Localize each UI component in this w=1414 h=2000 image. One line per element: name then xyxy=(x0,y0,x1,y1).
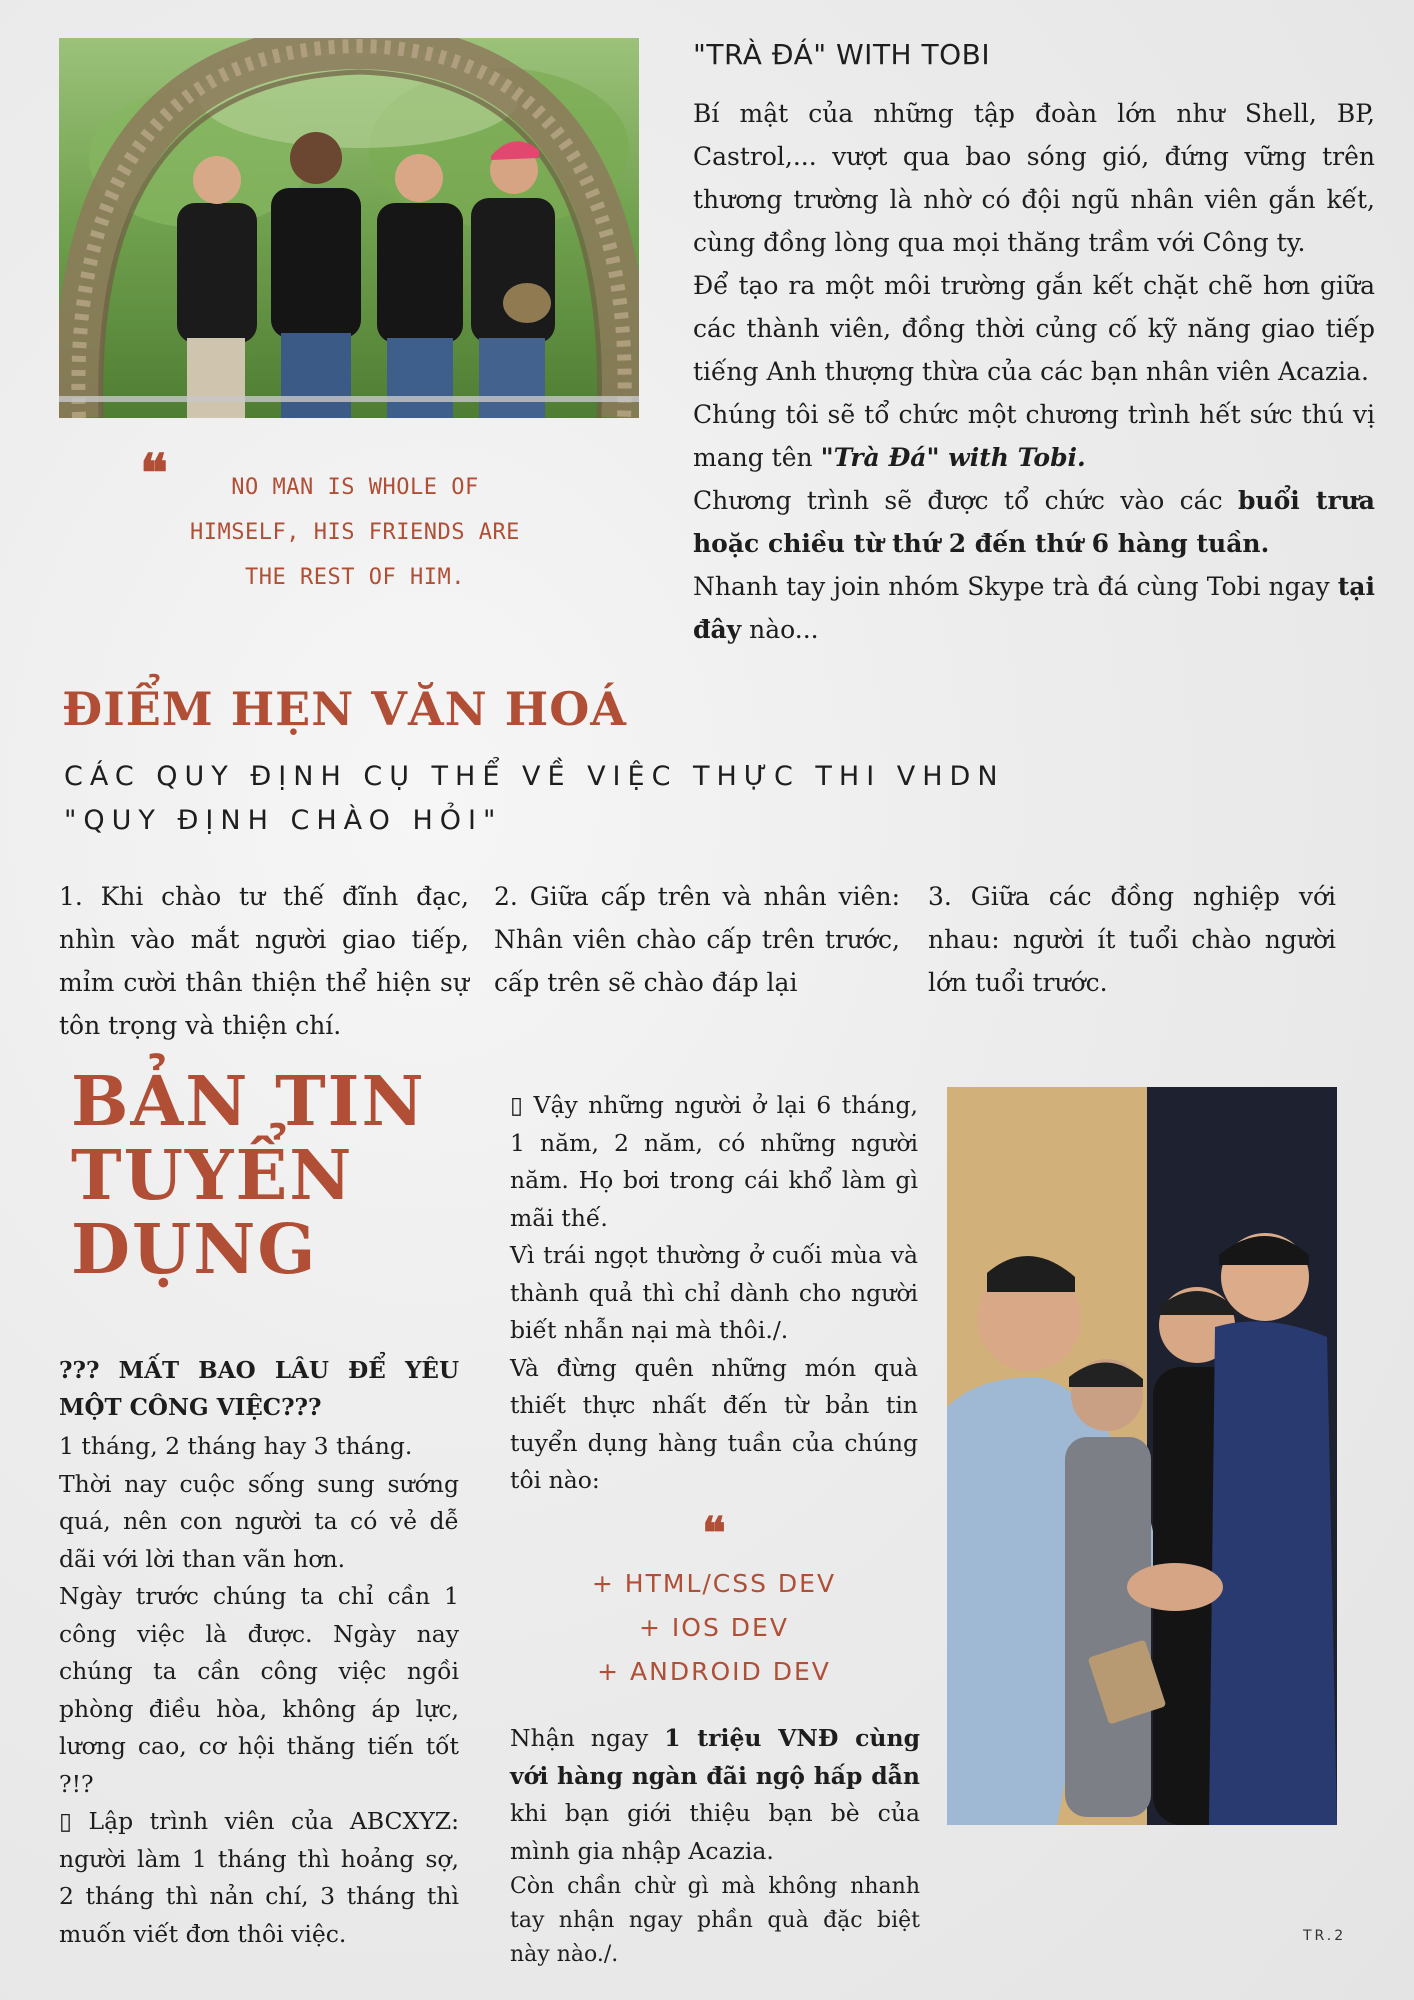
award-photo-illustration xyxy=(947,1087,1337,1825)
program-name: "Trà Đá" with Tobi. xyxy=(820,443,1086,472)
job-item: + ANDROID DEV xyxy=(597,1657,831,1686)
trada-paragraph xyxy=(693,565,1375,651)
quote-line: NO MAN IS WHOLE OF xyxy=(231,475,479,500)
trada-body xyxy=(693,92,1375,651)
recruit-paragraph: 1 tháng, 2 tháng hay 3 tháng. xyxy=(59,1432,413,1460)
quote-mark-icon: ❝ xyxy=(702,1508,726,1559)
recruit-middle-column xyxy=(510,1087,918,1500)
rule-2: 2. Giữa cấp trên và nhân viên: Nhân viên chào cấp trên trước, cấp trên sẽ chào đáp lại xyxy=(494,882,900,997)
job-item: + HTML/CSS DEV xyxy=(591,1569,837,1598)
recruit-paragraph xyxy=(510,1720,920,1870)
recruit-paragraph: Và đừng quên những món quà thiết thực nhất đến từ bản tin tuyển dụng hàng tuần của chúng tôi nào: xyxy=(510,1353,918,1494)
culture-subtitle-line: CÁC QUY ĐỊNH CỤ THỂ VỀ VIỆC THỰC THI VHDN xyxy=(64,761,1005,792)
recruit-paragraph: Ngày trước chúng ta chỉ cần 1 công việc là được. Ngày nay chúng ta cần công việc ngồi phòng điều hòa, không áp lực, lương cao, cơ hội thăng tiến tốt ?!? xyxy=(59,1582,459,1798)
culture-title: ĐIỂM HẸN VĂN HOÁ xyxy=(62,682,627,736)
trada-paragraph: Bí mật của những tập đoàn lớn như Shell, BP, Castrol,... vượt qua bao sóng gió, đứng vững trên thương trường là nhờ có đội ngũ nhân viên gắn kết, cùng đồng lòng qua mọi thăng trầm với Công ty. xyxy=(693,99,1375,257)
page-number: TR.2 xyxy=(1303,1928,1347,1944)
trada-text: nào... xyxy=(741,615,819,644)
recruit-paragraph: Còn chần chừ gì mà không nhanh tay nhận ngay phần quà đặc biệt này nào./. xyxy=(510,1874,920,1967)
reward-text: 1 triệu VNĐ cùng với hàng ngàn đãi ngộ hấp dẫn xyxy=(510,1724,921,1790)
skype-link[interactable]: tại đây xyxy=(693,572,1375,644)
trada-title: "TRÀ ĐÁ" WITH TOBI xyxy=(693,38,991,71)
trada-paragraph xyxy=(693,479,1375,565)
culture-subtitle-line: "QUY ĐỊNH CHÀO HỎI" xyxy=(64,805,503,836)
quote-line: THE REST OF HIM. xyxy=(245,565,465,590)
recruit-paragraph: ▯ Vậy những người ở lại 6 tháng, 1 năm, 2 năm, có những người năm. Họ bơi trong cái khổ làm gì mãi thế. xyxy=(510,1091,918,1232)
recruit-paragraph: Thời nay cuộc sống sung sướng quá, nên con người ta có vẻ dễ dãi với lời than vãn hơn. xyxy=(59,1469,459,1573)
trada-text: Chương trình sẽ được tổ chức vào các xyxy=(693,486,1238,515)
trada-paragraph xyxy=(693,393,1375,479)
team-photo-illustration xyxy=(59,38,639,418)
trada-text: Chúng tôi sẽ tổ chức một chương trình hết sức thú vị mang tên xyxy=(693,400,1375,472)
referral-text xyxy=(510,1720,920,1972)
award-photo xyxy=(947,1087,1337,1825)
quote-mark-icon: ❝ xyxy=(140,443,168,504)
team-photo xyxy=(59,38,639,418)
job-item: + IOS DEV xyxy=(639,1613,789,1642)
recruit-text: khi bạn giới thiệu bạn bè của mình gia nhập Acazia. xyxy=(510,1799,920,1865)
recruit-left-column xyxy=(59,1352,459,1953)
recruit-text: Nhận ngay xyxy=(510,1724,665,1752)
recruit-title-line: BẢN TIN xyxy=(71,1062,426,1142)
recruit-paragraph: Vì trái ngọt thường ở cuối mùa và thành quả thì chỉ dành cho người biết nhẫn nại mà thôi./. xyxy=(510,1241,918,1344)
recruit-title xyxy=(71,1062,426,1290)
quote-line: HIMSELF, HIS FRIENDS ARE xyxy=(190,520,520,545)
schedule-text: buổi trưa hoặc chiều từ thứ 2 đến thứ 6 hàng tuần. xyxy=(693,486,1375,558)
job-list xyxy=(510,1508,918,1694)
trada-text: Nhanh tay join nhóm Skype trà đá cùng Tobi ngay xyxy=(693,572,1338,601)
quote-text xyxy=(150,465,560,600)
recruit-title-line: DỤNG xyxy=(71,1210,318,1290)
recruit-heading: ??? MẤT BAO LÂU ĐỂ YÊU MỘT CÔNG VIỆC??? xyxy=(59,1357,459,1421)
recruit-paragraph: ▯ Lập trình viên của ABCXYZ: người làm 1 tháng thì hoảng sợ, 2 tháng thì nản chí, 3 tháng thì muốn viết đơn thôi việc. xyxy=(59,1807,459,1948)
rule-1: 1. Khi chào tư thế đĩnh đạc, nhìn vào mắt người giao tiếp, mỉm cười thân thiện thể hiện sự tôn trọng và thiện chí. xyxy=(59,882,469,1040)
culture-subtitle xyxy=(64,755,1005,843)
rule-3: 3. Giữa các đồng nghiệp với nhau: người ít tuổi chào người lớn tuổi trước. xyxy=(928,882,1336,997)
trada-paragraph: Để tạo ra một môi trường gắn kết chặt chẽ hơn giữa các thành viên, đồng thời củng cố kỹ năng giao tiếp tiếng Anh thượng thừa của các bạn nhân viên Acazia. xyxy=(693,271,1375,386)
recruit-title-line: TUYỂN xyxy=(71,1136,354,1216)
